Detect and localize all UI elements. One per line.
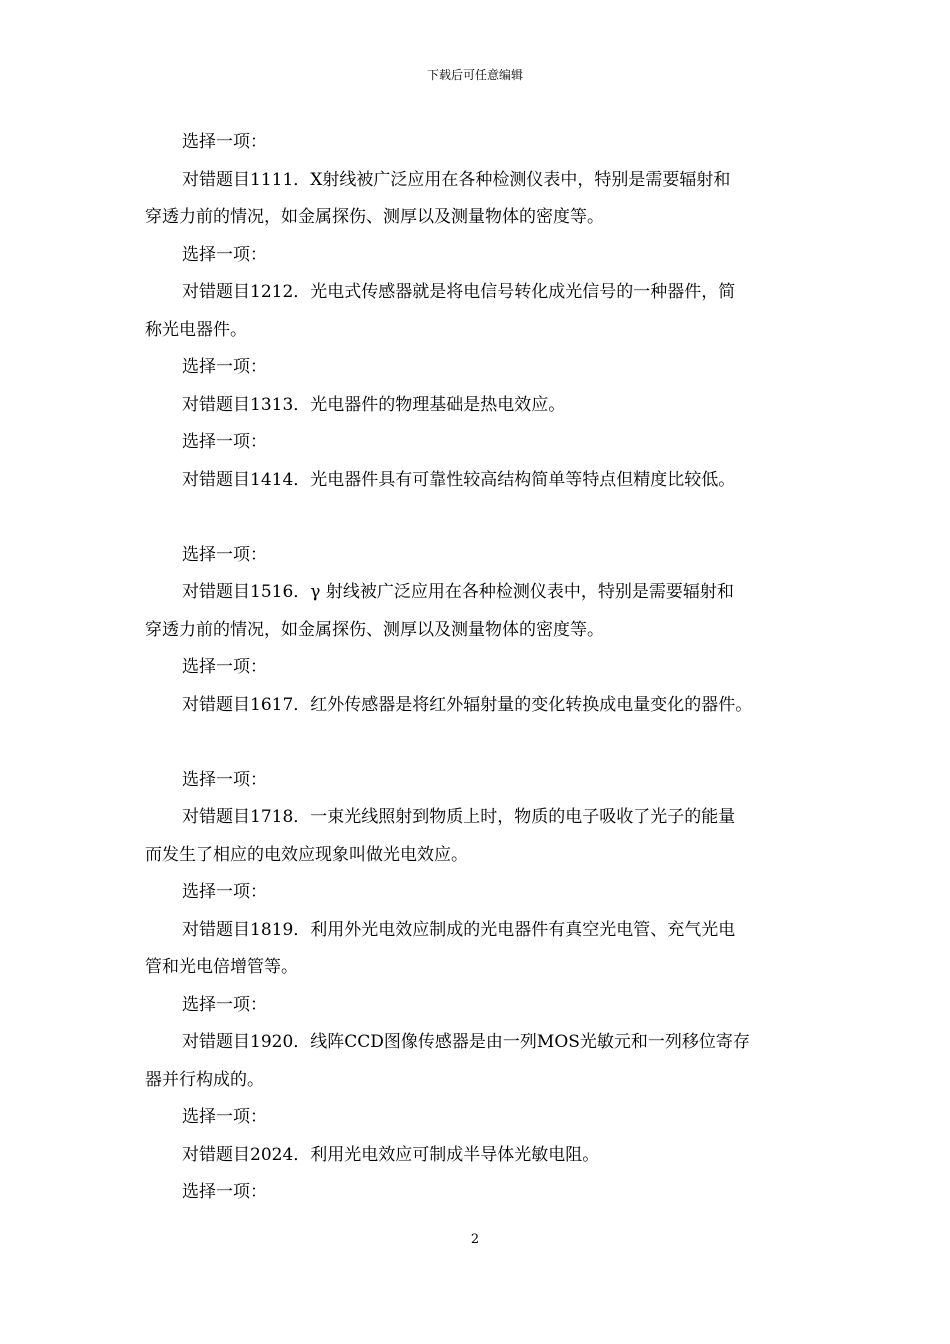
question-text-line: 对错题目1516．γ 射线被广泛应用在各种检测仪表中，特别是需要辐射和 <box>182 582 734 602</box>
question-text-line: 称光电器件。 <box>145 319 247 340</box>
blank-line <box>145 724 810 762</box>
choice-prompt: 选择一项： <box>182 357 267 377</box>
question-text-line: 对错题目2024．利用光电效应可制成半导体光敏电阻。 <box>182 1144 600 1165</box>
choice-prompt: 选择一项： <box>182 1107 267 1127</box>
choice-prompt: 选择一项： <box>182 769 267 790</box>
choice-prompt: 选择一项： <box>182 244 267 265</box>
question-text-line: 对错题目1617．红外传感器是将红外辐射量的变化转换成电量变化的器件。 <box>182 694 753 715</box>
choice-prompt: 选择一项： <box>182 994 267 1015</box>
question-text-line: 器并行构成的。 <box>145 1069 264 1090</box>
choice-prompt: 选择一项： <box>182 1182 267 1202</box>
question-text-line: 对错题目1313．光电器件的物理基础是热电效应。 <box>182 394 566 415</box>
question-text-line: 穿透力前的情况，如金属探伤、测厚以及测量物体的密度等。 <box>145 619 604 640</box>
question-text-line: 对错题目1718．一束光线照射到物质上时，物质的电子吸收了光子的能量 <box>182 807 736 827</box>
question-text-line: 对错题目1414．光电器件具有可靠性较高结构简单等特点但精度比较低。 <box>182 469 736 490</box>
question-text-line: 对错题目1212．光电式传感器就是将电信号转化成光信号的一种器件，简 <box>182 282 736 302</box>
choice-prompt: 选择一项： <box>182 882 267 902</box>
page-header: 下载后可任意编辑 <box>426 68 523 82</box>
choice-prompt: 选择一项： <box>182 544 267 565</box>
question-text-line: 对错题目1920．线阵CCD图像传感器是由一列MOS光敏元和一列移位寄存 <box>182 1032 750 1052</box>
question-text-line: 对错题目1819．利用外光电效应制成的光电器件有真空光电管、充气光电 <box>182 919 736 940</box>
document-body <box>145 124 810 1212</box>
question-text-line: 对错题目1111．X射线被广泛应用在各种检测仪表中，特别是需要辐射和 <box>182 169 731 190</box>
choice-prompt: 选择一项： <box>182 432 267 452</box>
choice-prompt: 选择一项： <box>182 657 267 677</box>
question-text-line: 管和光电倍增管等。 <box>145 957 298 977</box>
question-text-line: 穿透力前的情况，如金属探伤、测厚以及测量物体的密度等。 <box>145 207 604 227</box>
page-number: 2 <box>470 1232 480 1247</box>
choice-prompt: 选择一项： <box>182 132 267 152</box>
question-text-line: 而发生了相应的电效应现象叫做光电效应。 <box>145 844 468 865</box>
blank-line <box>145 499 810 537</box>
